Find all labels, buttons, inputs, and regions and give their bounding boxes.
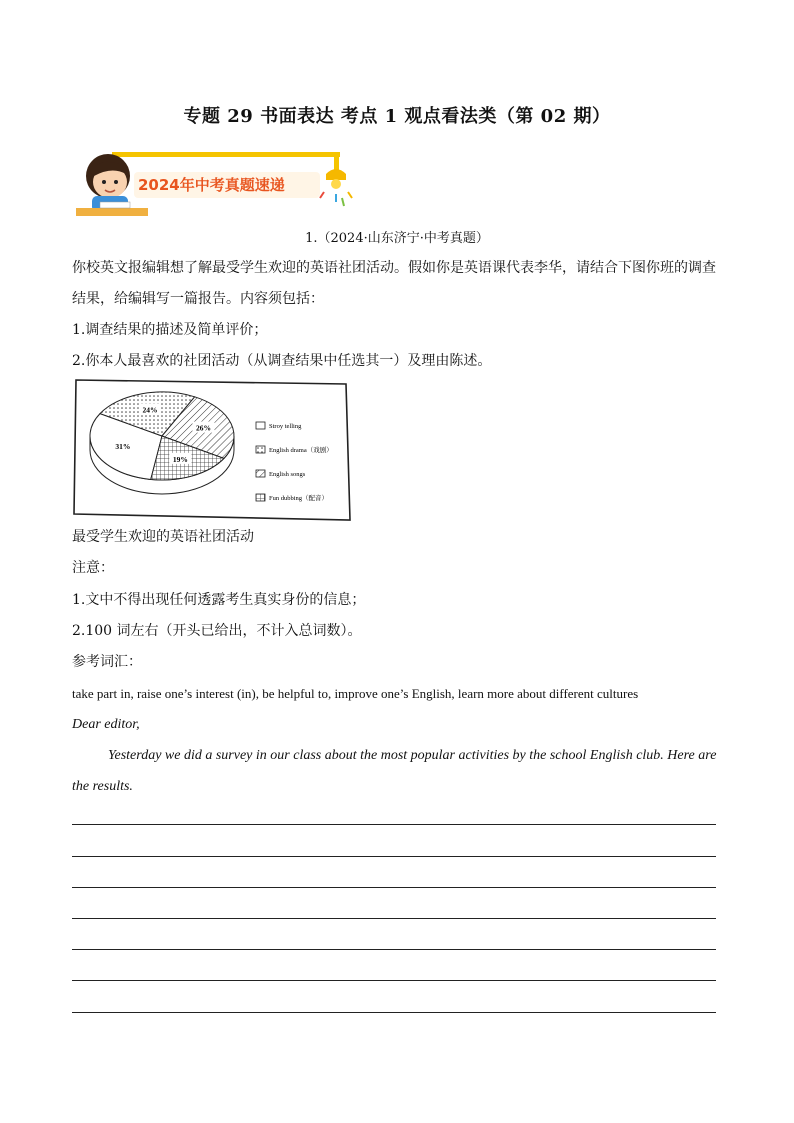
writing-line[interactable] (72, 856, 716, 857)
requirement-1: 1.调查结果的描述及简单评价； (72, 322, 268, 338)
slice-label: 24% (142, 405, 158, 415)
writing-line[interactable] (72, 1012, 716, 1013)
note-label: 注意： (72, 560, 114, 576)
banner-label: 2024年中考真题速递 (138, 176, 285, 194)
banner (72, 140, 362, 220)
legend-swatch (256, 470, 265, 477)
writing-line[interactable] (72, 949, 716, 950)
slice-label: 26% (195, 423, 211, 433)
vocab-label: 参考词汇： (72, 654, 142, 670)
note-2: 2.100 词左右（开头已给出，不计入总词数）。 (72, 623, 362, 639)
requirement-2: 2.你本人最喜欢的社团活动（从调查结果中任选其一）及理由陈述。 (72, 353, 492, 369)
page-title: 专题 29 书面表达 考点 1 观点看法类（第 02 期） (183, 106, 611, 127)
opening-line-1: Yesterday we did a survey in our class about the most popular activities by the school English club. Here are (108, 748, 717, 763)
greeting: Dear editor, (72, 717, 140, 732)
legend-swatch (256, 422, 265, 429)
vocab-list: take part in, raise one’s interest (in), be helpful to, improve one’s English, learn more about different cultures (72, 686, 639, 701)
writing-line[interactable] (72, 887, 716, 888)
slice-label: 31% (115, 442, 131, 452)
pie-chart (72, 374, 354, 522)
intro-line-1: 你校英文报编辑想了解最受学生欢迎的英语社团活动。假如你是英语课代表李华，请结合下图你班的调查 (72, 260, 716, 276)
legend-label: English songs (269, 471, 306, 478)
legend-label: Fun dubbing（配音） (269, 495, 329, 502)
legend-label: English drama（戏剧） (269, 447, 333, 454)
question-header: 1.（2024·山东济宁·中考真题） (305, 231, 489, 246)
writing-line[interactable] (72, 980, 716, 981)
intro-line-2: 结果，给编辑写一篇报告。内容须包括： (72, 291, 324, 307)
pie-chart-figure (72, 374, 354, 522)
writing-line[interactable] (72, 918, 716, 919)
legend-swatch (256, 446, 265, 453)
chart-caption: 最受学生欢迎的英语社团活动 (72, 529, 254, 545)
slice-label: 19% (172, 454, 188, 464)
legend-swatch (256, 494, 265, 501)
writing-line[interactable] (72, 824, 716, 825)
legend-label: Stroy telling (269, 423, 302, 430)
opening-line-2: the results. (72, 779, 133, 794)
note-1: 1.文中不得出现任何透露考生真实身份的信息； (72, 592, 366, 608)
